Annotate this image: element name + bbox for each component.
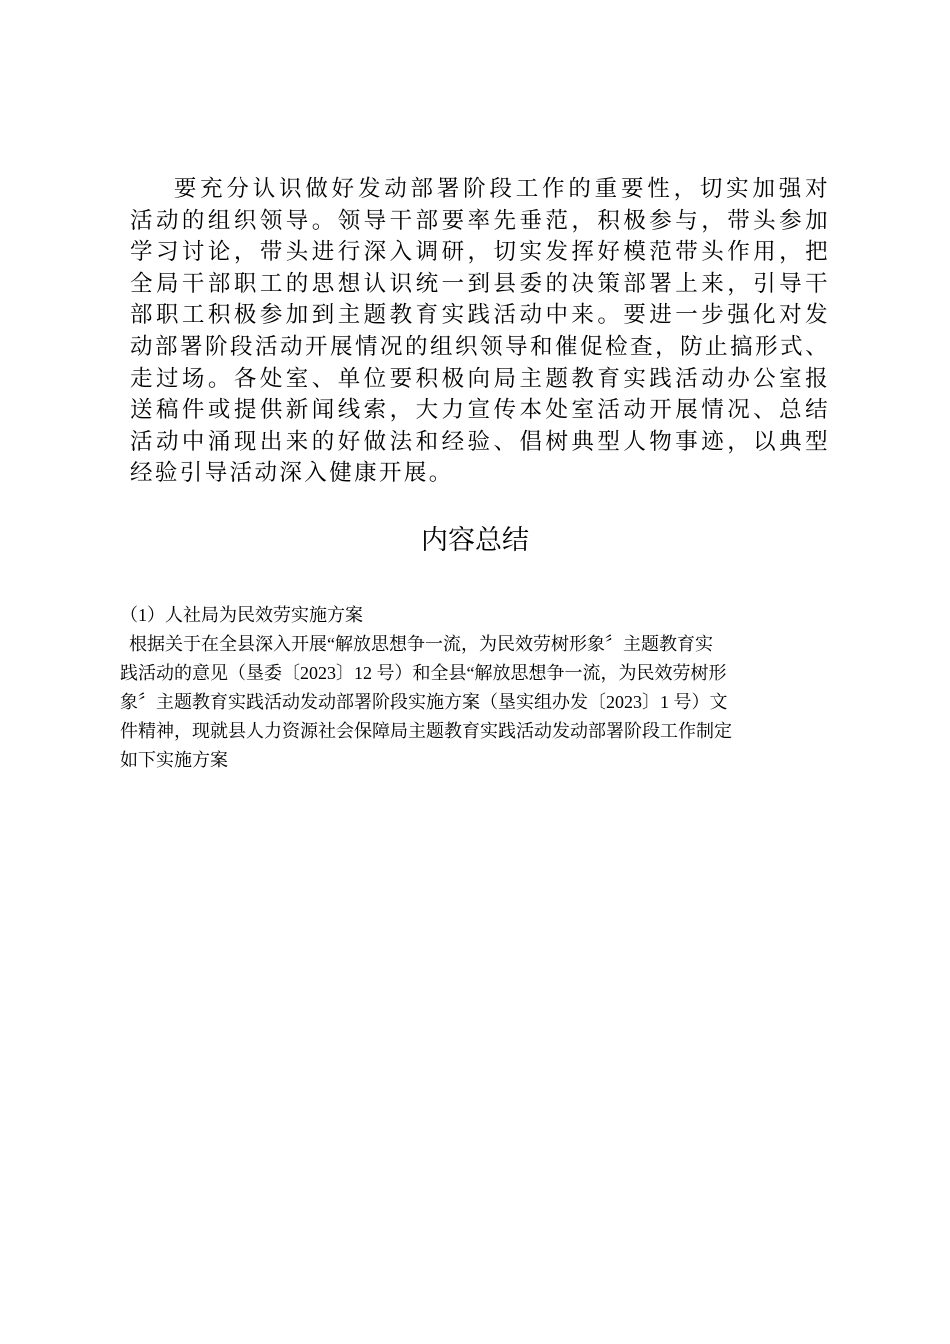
main-paragraph [130,174,830,490]
summary-block [120,601,840,775]
paragraph-line: 经验引导活动深入健康开展。 [130,460,454,487]
summary-body-line: 践活动的意见（垦委〔2023〕12 号）和全县“解放思想争一流，为民效劳树形 [120,663,727,683]
paragraph-line: 要充分认识做好发动部署阶段工作的重要性，切实加强对 [130,176,830,202]
summary-title: 内容总结 [421,525,529,555]
paragraph-line: 活动中涌现出来的好做法和经验、倡树典型人物事迹，以典型 [130,428,830,455]
paragraph-line: 全局干部职工的思想认识统一到县委的决策部署上来，引导干 [130,270,830,297]
paragraph-line: 动部署阶段活动开展情况的组织领导和催促检查，防止搞形式、 [130,333,830,360]
summary-item-heading: （1）人社局为民效劳实施方案 [120,605,363,625]
paragraph-line: 送稿件或提供新闻线索，大力宣传本处室活动开展情况、总结 [130,397,830,424]
summary-body-line: 如下实施方案 [120,750,228,770]
paragraph-line: 走过场。各处室、单位要积极向局主题教育实践活动办公室报 [130,365,830,392]
summary-body-line: 件精神，现就县人力资源社会保障局主题教育实践活动发动部署阶段工作制定 [120,721,732,741]
summary-body-line: 象〞主题教育实践活动发动部署阶段实施方案（垦实组办发〔2023〕1 号）文 [120,692,728,712]
paragraph-line: 活动的组织领导。领导干部要率先垂范，积极参与，带头参加 [130,207,830,234]
summary-body-line: 根据关于在全县深入开展“解放思想争一流，为民效劳树形象〞主题教育实 [120,634,713,654]
paragraph-line: 学习讨论，带头进行深入调研，切实发挥好模范带头作用，把 [130,239,830,266]
paragraph-line: 部职工积极参加到主题教育实践活动中来。要进一步强化对发 [130,302,830,329]
